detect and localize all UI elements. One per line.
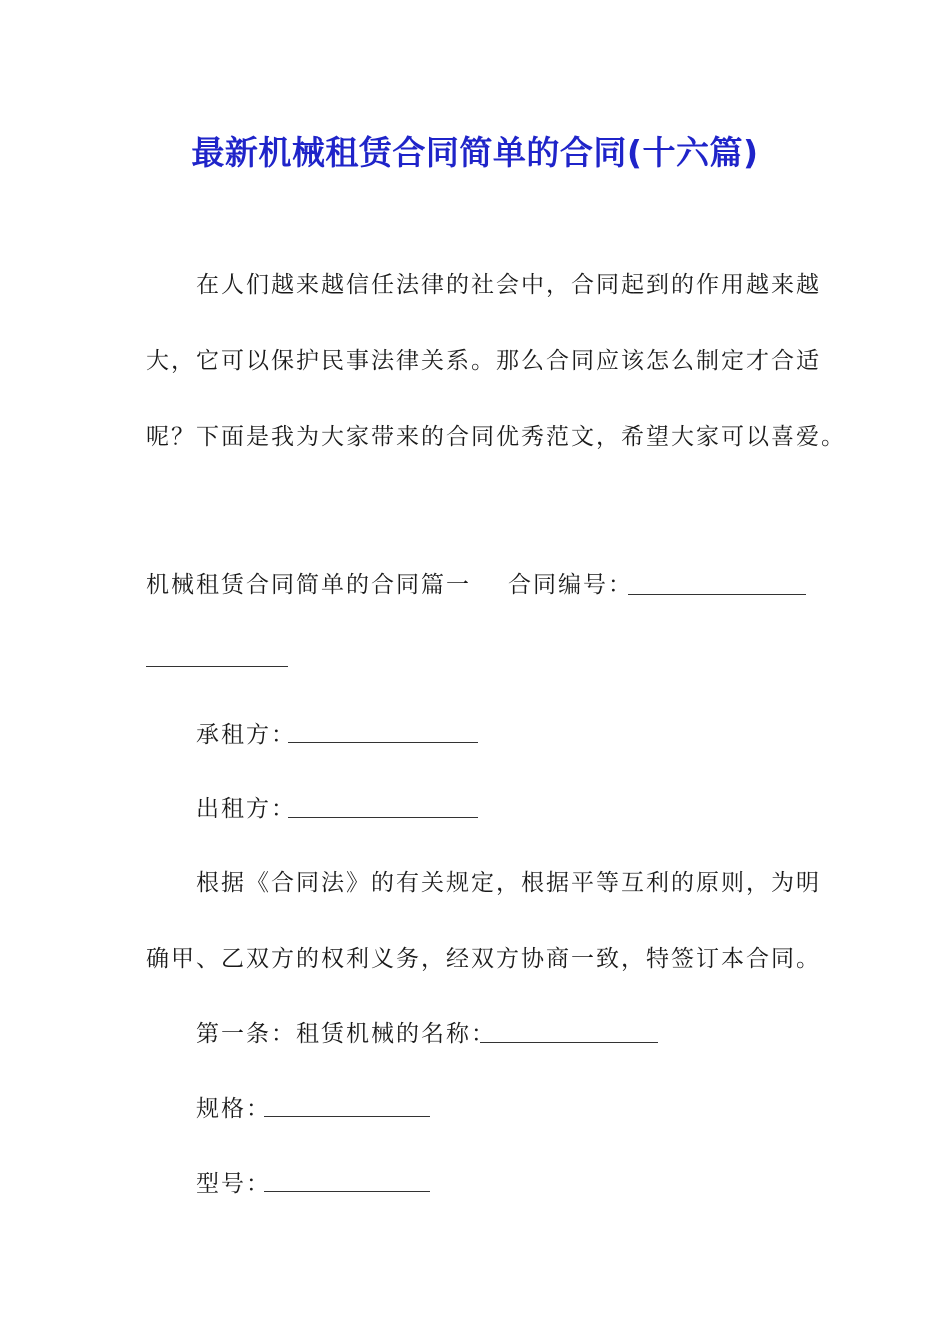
section-heading: 机械租赁合同简单的合同篇一 bbox=[146, 572, 471, 598]
contract-number-blank bbox=[628, 594, 806, 595]
preamble-line-1: 根据《合同法》的有关规定，根据平等互利的原则，为明 bbox=[196, 870, 821, 896]
intro-line-3: 呢？下面是我为大家带来的合同优秀范文，希望大家可以喜爱。 bbox=[146, 424, 846, 450]
spec-label: 规格： bbox=[196, 1096, 271, 1122]
lessee-blank bbox=[288, 742, 478, 743]
model-blank bbox=[264, 1191, 430, 1192]
spec-blank bbox=[264, 1116, 430, 1117]
intro-line-1: 在人们越来越信任法律的社会中，合同起到的作用越来越 bbox=[196, 272, 821, 298]
intro-line-2: 大，它可以保护民事法律关系。那么合同应该怎么制定才合适 bbox=[146, 348, 821, 374]
preamble-line-2: 确甲、乙双方的权利义务，经双方协商一致，特签订本合同。 bbox=[146, 946, 821, 972]
model-label: 型号： bbox=[196, 1171, 271, 1197]
lessor-blank bbox=[288, 817, 478, 818]
machine-name-blank bbox=[480, 1042, 658, 1043]
contract-number-blank-continued bbox=[146, 666, 288, 667]
contract-number-label: 合同编号： bbox=[508, 572, 633, 598]
article-1-label: 第一条：租赁机械的名称： bbox=[196, 1021, 496, 1047]
document-title: 最新机械租赁合同简单的合同(十六篇) bbox=[191, 133, 759, 172]
lessor-label: 出租方： bbox=[196, 796, 296, 822]
lessee-label: 承租方： bbox=[196, 722, 296, 748]
